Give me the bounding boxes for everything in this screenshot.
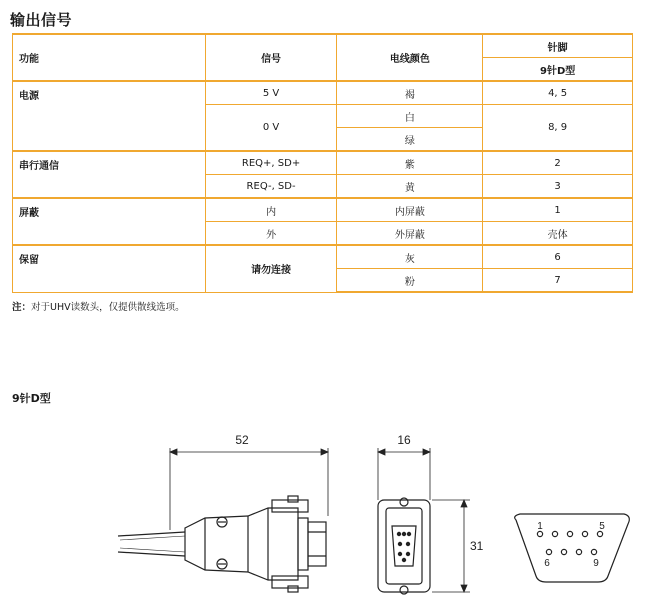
pin-label-5: 5 bbox=[599, 521, 605, 532]
wire-color-cell: 绿 bbox=[337, 128, 483, 152]
signal-cell: 外 bbox=[205, 222, 337, 246]
wire-color-cell: 白 bbox=[337, 105, 483, 128]
wire-color-cell: 内屏蔽 bbox=[337, 198, 483, 222]
pin-cell: 2 bbox=[483, 151, 633, 175]
footnote-text: 对于UHV读数头，仅提供散线选项。 bbox=[31, 302, 185, 313]
header-pin-sub: 9针D型 bbox=[483, 58, 633, 82]
footnote bbox=[12, 299, 185, 313]
pin-cell: 4, 5 bbox=[483, 81, 633, 105]
function-shield: 屏蔽 bbox=[13, 198, 206, 245]
pin-label-6: 6 bbox=[544, 558, 550, 569]
wire-color-cell: 灰 bbox=[337, 245, 483, 269]
signal-cell: 内 bbox=[205, 198, 337, 222]
pin-cell: 8, 9 bbox=[483, 105, 633, 152]
output-signal-table bbox=[12, 33, 633, 293]
signal-cell: REQ+, SD+ bbox=[205, 151, 337, 175]
table-row bbox=[13, 198, 633, 222]
wire-color-cell: 粉 bbox=[337, 269, 483, 293]
wire-color-cell: 外屏蔽 bbox=[337, 222, 483, 246]
pin-label-9: 9 bbox=[593, 558, 599, 569]
pin-cell: 壳体 bbox=[483, 222, 633, 246]
wire-color-cell: 褐 bbox=[337, 81, 483, 105]
height-dimension-label: 31 bbox=[470, 539, 484, 553]
signal-cell: 请勿连接 bbox=[205, 245, 337, 292]
signal-cell: 5 V bbox=[205, 81, 337, 105]
cable-side-view bbox=[118, 532, 185, 556]
header-pin: 针脚 bbox=[483, 34, 633, 58]
footnote-label: 注： bbox=[12, 302, 32, 313]
header-signal: 信号 bbox=[205, 34, 337, 81]
function-reserved: 保留 bbox=[13, 245, 206, 292]
header-wire-color: 电线颜色 bbox=[337, 34, 483, 81]
pin-cell: 1 bbox=[483, 198, 633, 222]
header-function: 功能 bbox=[13, 34, 206, 81]
table-header-row bbox=[13, 34, 633, 58]
width-dimension bbox=[378, 448, 430, 500]
connector-drawing bbox=[0, 420, 659, 605]
pinout-face bbox=[515, 514, 630, 582]
connector-hood-side-view bbox=[185, 496, 326, 592]
page-title: 输出信号 bbox=[10, 11, 73, 29]
function-power: 电源 bbox=[13, 81, 206, 151]
pin-cell: 3 bbox=[483, 175, 633, 199]
table-row bbox=[13, 151, 633, 175]
connector-front-view bbox=[378, 498, 430, 594]
signal-cell: REQ-, SD- bbox=[205, 175, 337, 199]
function-serial: 串行通信 bbox=[13, 151, 206, 198]
signal-cell: 0 V bbox=[205, 105, 337, 152]
height-dimension bbox=[432, 500, 470, 592]
width-dimension-label: 16 bbox=[397, 433, 411, 447]
pin-label-1: 1 bbox=[537, 521, 543, 532]
wire-color-cell: 紫 bbox=[337, 151, 483, 175]
table-row bbox=[13, 245, 633, 269]
pin-cell: 7 bbox=[483, 269, 633, 293]
table-row bbox=[13, 81, 633, 105]
wire-color-cell: 黄 bbox=[337, 175, 483, 199]
pin-cell: 6 bbox=[483, 245, 633, 269]
length-dimension-label: 52 bbox=[235, 433, 249, 447]
connector-title: 9针D型 bbox=[12, 392, 51, 405]
